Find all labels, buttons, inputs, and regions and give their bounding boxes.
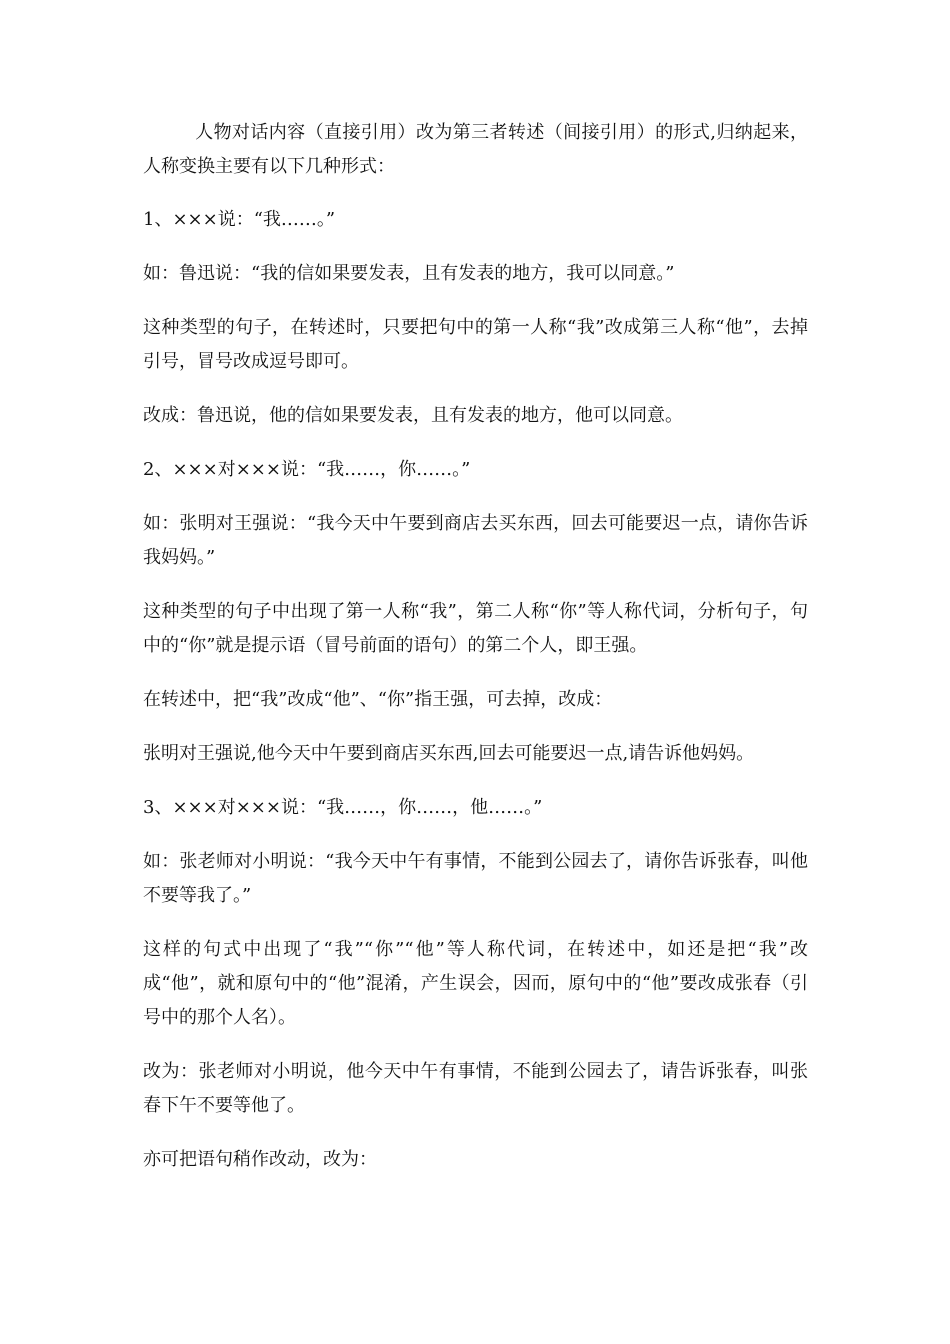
pattern-3-heading: 3、×××对×××说：“我……，你……，他……。” xyxy=(143,797,543,818)
pattern-2-example: 如：张明对王强说：“我今天中午要到商店去买东西，回去可能要迟一点，请你告诉我妈妈。” xyxy=(143,513,808,568)
document-body xyxy=(143,116,808,1177)
pattern-2-conversion: 张明对王强说,他今天中午要到商店买东西,回去可能要迟一点,请告诉他妈妈。 xyxy=(143,743,755,764)
pattern-2-explanation: 这种类型的句子中出现了第一人称“我”，第二人称“你”等人称代词，分析句子，句中的“你”就是提示语（冒号前面的语句）的第二个人，即王强。 xyxy=(143,601,808,656)
pattern-3-conversion: 改为：张老师对小明说，他今天中午有事情，不能到公园去了，请告诉张春，叫张春下午不要等他了。 xyxy=(143,1061,808,1116)
pattern-1-conversion: 改成：鲁迅说，他的信如果要发表，且有发表的地方，他可以同意。 xyxy=(143,405,683,426)
pattern-2-heading: 2、×××对×××说：“我……，你……。” xyxy=(143,459,471,480)
pattern-1-explanation: 这种类型的句子，在转述时，只要把句中的第一人称“我”改成第三人称“他”，去掉引号，冒号改成逗号即可。 xyxy=(143,317,808,372)
pattern-3-example: 如：张老师对小明说：“我今天中午有事情，不能到公园去了，请你告诉张春，叫他不要等我了。” xyxy=(143,851,808,906)
pattern-2-instruction: 在转述中，把“我”改成“他”、“你”指王强，可去掉，改成： xyxy=(143,689,613,710)
intro-paragraph: 人物对话内容（直接引用）改为第三者转述（间接引用）的形式,归纳起来，人称变换主要有以下几种形式： xyxy=(143,122,808,177)
pattern-3-explanation: 这样的句式中出现了“我”“你”“他”等人称代词，在转述中，如还是把“我”改成“他”，就和原句中的“他”混淆，产生误会，因而，原句中的“他”要改成张春（引号中的那个人名）。 xyxy=(143,939,808,1028)
pattern-1-heading: 1、×××说：“我……。” xyxy=(143,209,336,230)
pattern-1-example: 如：鲁迅说：“我的信如果要发表，且有发表的地方，我可以同意。” xyxy=(143,263,675,284)
pattern-3-alternative: 亦可把语句稍作改动，改为： xyxy=(143,1149,377,1170)
